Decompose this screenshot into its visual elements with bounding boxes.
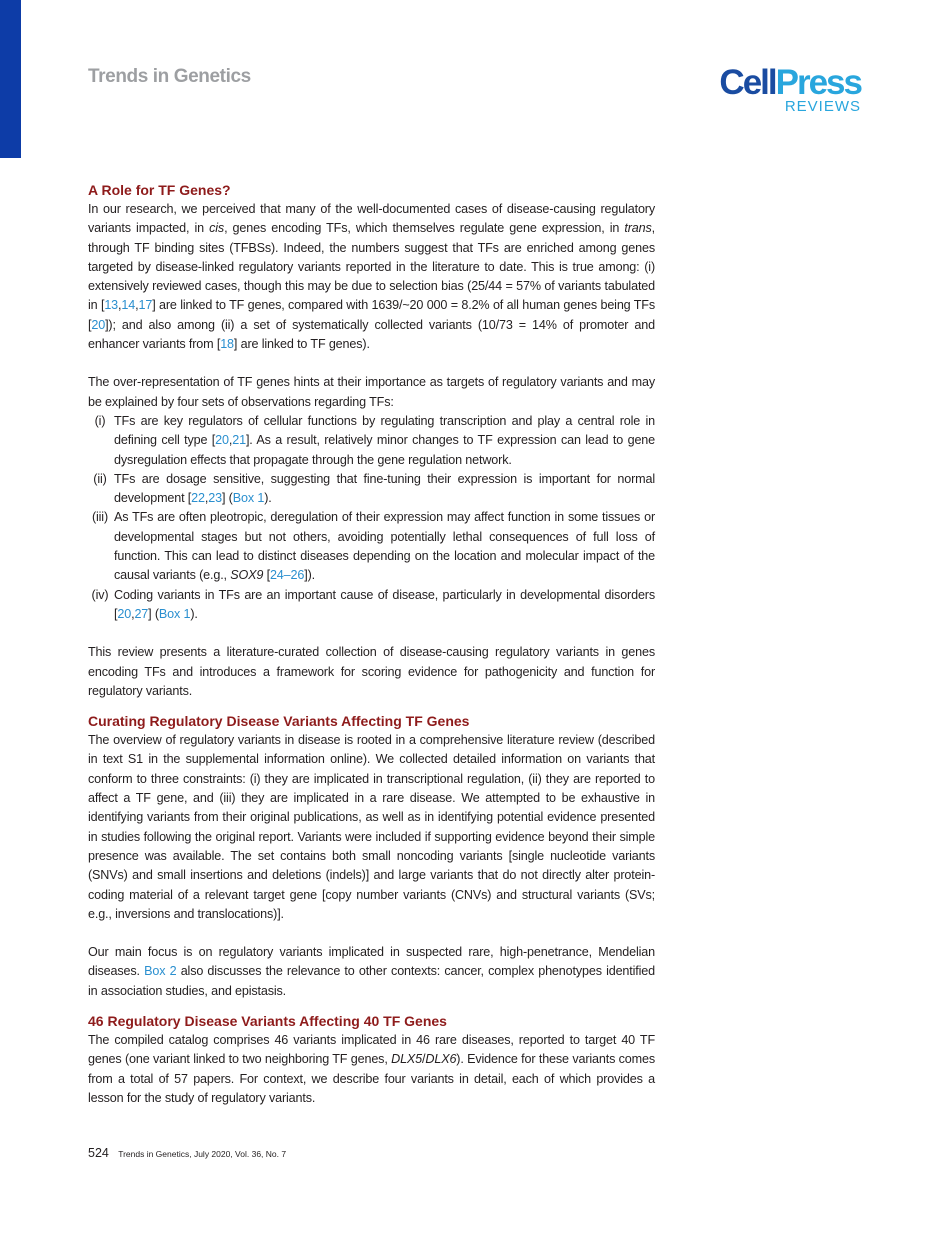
reference-link[interactable]: 20 [117, 606, 132, 621]
paragraph: This review presents a literature-curated collection of disease-causing regulatory variants in genes encoding TFs and introduces a framework for scoring evidence for pathogenicity and function for regulatory variants. [88, 645, 655, 698]
paragraph: In our research, we perceived that many of the well-documented cases of disease-causing regulatory variants impacted, in cis, genes encoding TFs, which themselves regulate gene expression, in trans, through TF binding sites (TFBSs). Indeed, the numbers suggest that TFs are enriched among genes targeted by disease-linked regulatory variants reported in the literature to date. This is true among: (i) extensively reviewed cases, though this may be due to selection bias (25/44 = 57% of variants tabulated in [13,14,17] are linked to TF genes, compared with 1639/~20 000 = 8.2% of all human genes being TFs [20]); and also among (ii) a set of systematically collected variants (10/73 = 14% of promoter and enhancer variants from [18] are linked to TF genes). [88, 202, 655, 352]
section-heading-46-variants: 46 Regulatory Disease Variants Affecting 40 TF Genes [88, 1012, 447, 1029]
page-number: 524 [88, 1146, 109, 1160]
paragraph: The compiled catalog comprises 46 variants implicated in 46 rare diseases, reported to target 40 TF genes (one variant linked to two neighboring TF genes, DLX5/DLX6). Evidence for these variants comes from a total of 57 papers. For context, we describe four variants in detail, each of which provides a lesson for the study of regulatory variants. [88, 1032, 656, 1105]
paragraph: The overview of regulatory variants in disease is rooted in a comprehensive literature review (described in text S1 in the supplemental information online). We collected detailed information on variants that conform to three constraints: (i) they are implicated in transcriptional regulation, (ii) they are reported to affect a TF gene, and (iii) they are implicated in a rare disease. We attempted to be exhaustive in identifying variants from their original publications, as well as in identifying potential evidence presented in studies following the original report. Variants were included if supporting evidence beyond their simple presence was available. The set contains both small noncoding variants [single nucleotide variants (SNVs) and small insertions and deletions (indels)] and large variants that do not directly alter protein-coding material of a relevant target gene [copy number variants (CNVs) and structural variants (SVs; e.g., inversions and translocations)]. [88, 733, 655, 921]
box-link[interactable]: Box 1 [158, 606, 191, 621]
article-body [88, 180, 655, 1108]
list-item: (ii) TFs are dosage sensitive, suggesting that fine-tuning their expression is important for normal development [22,23] (Box 1). [93, 471, 655, 506]
logo-cell-text: Cell [719, 63, 776, 102]
reference-link[interactable]: 18 [220, 337, 234, 352]
box-link[interactable]: Box 1 [232, 491, 265, 506]
section-heading-role-tf: A Role for TF Genes? [88, 182, 231, 198]
reference-link[interactable]: 13 [104, 298, 119, 313]
reference-link[interactable]: 27 [134, 606, 149, 621]
reference-link[interactable]: 14 [121, 298, 136, 313]
list-item: (iii) As TFs are often pleotropic, deregulation of their expression may affect function in some tissues or developmental stages but not others, avoiding potentially lethal consequences of full loss of function. This can lead to distinct diseases depending on the location and molecular impact of the causal variants (e.g., SOX9 [24–26]). [91, 510, 655, 583]
reference-link[interactable]: 17 [138, 298, 153, 313]
journal-citation: Trends in Genetics, July 2020, Vol. 36, No. 7 [118, 1149, 287, 1159]
paragraph: Our main focus is on regulatory variants implicated in suspected rare, high-penetrance, Mendelian diseases. Box 2 also discusses the relevance to other contexts: cancer, complex phenotypes identified in association studies, and epistasis. [88, 945, 655, 998]
list-item: (i) TFs are key regulators of cellular functions by regulating transcription and play a central role in defining cell type [20,21]. As a result, relatively minor changes to TF expression can lead to gene dysregulation effects that propagate through the gene regulation network. [94, 413, 656, 467]
cellpress-logo [719, 63, 861, 115]
logo-press-text: Press [775, 63, 861, 102]
journal-title: Trends in Genetics [88, 66, 251, 87]
reference-link[interactable]: 24–26 [269, 568, 305, 583]
logo-reviews-text: REVIEWS [784, 98, 861, 115]
page-footer [88, 1146, 286, 1160]
side-color-bar [0, 0, 21, 158]
paragraph: The over-representation of TF genes hints at their importance as targets of regulatory variants and may be explained by four sets of observations regarding TFs: [88, 375, 655, 409]
reference-link[interactable]: 21 [232, 433, 246, 448]
box-link[interactable]: Box 2 [144, 964, 177, 979]
section-heading-curating: Curating Regulatory Disease Variants Affecting TF Genes [88, 713, 470, 730]
reference-link[interactable]: 22 [191, 491, 205, 506]
reference-link[interactable]: 20 [91, 317, 106, 332]
numbered-list [88, 412, 655, 624]
list-item: (iv) Coding variants in TFs are an important cause of disease, particularly in developmental disorders [20,27] (Box 1). [91, 587, 655, 621]
reference-link[interactable]: 20 [215, 433, 229, 448]
reference-link[interactable]: 23 [208, 491, 222, 506]
